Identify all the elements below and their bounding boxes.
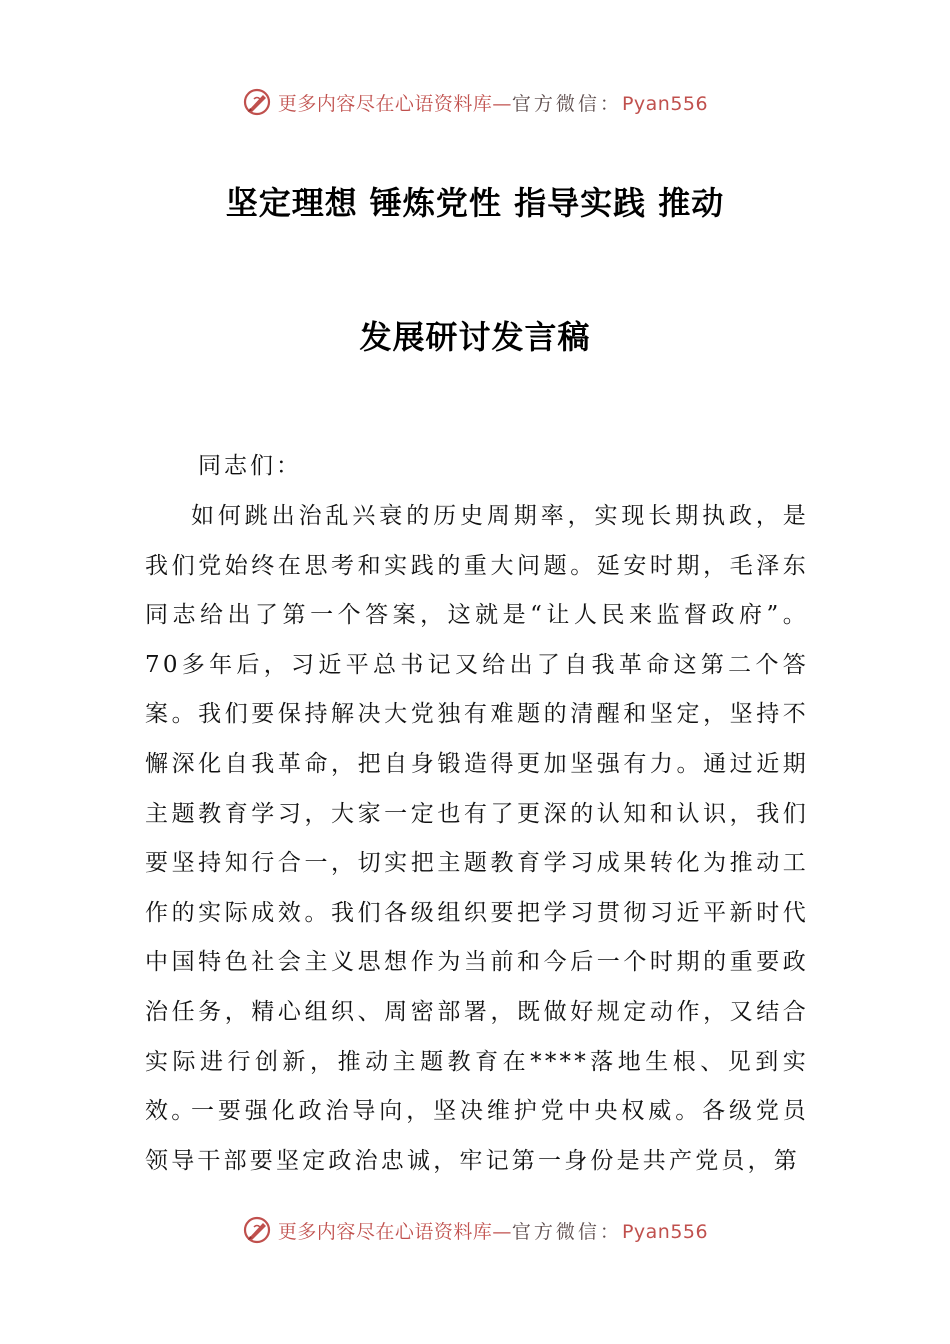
header-banner-dash: — xyxy=(492,92,512,115)
header-wechat-id: Pyan556 xyxy=(621,92,709,115)
greeting: 同志们： xyxy=(198,453,302,479)
body-paragraph-2 xyxy=(145,1087,809,1186)
pen-logo-icon xyxy=(242,1215,272,1245)
footer-banner-text xyxy=(278,1217,708,1244)
pen-logo-icon xyxy=(242,87,272,117)
footer-wechat-id: Pyan556 xyxy=(621,1220,709,1243)
document-title-line-2: 发展研讨发言稿 xyxy=(359,318,591,356)
header-banner-slogan: 更多内容尽在心语资料库 xyxy=(277,92,493,115)
header-banner-text xyxy=(278,89,708,116)
footer-banner-dash: — xyxy=(492,1220,512,1243)
document-title-line-1: 坚定理想 锤炼党性 指导实践 推动 xyxy=(225,184,725,222)
header-banner xyxy=(0,82,950,122)
footer-wechat-label: 官方微信： xyxy=(511,1220,622,1243)
paragraph-text: 一要强化政治导向，坚决维护党中央权威。各级党员领导干部要坚定政治忠诚，牢记第一身份是共产党员，第 xyxy=(145,1098,809,1174)
paragraph-text: 如何跳出治乱兴衰的历史周期率，实现长期执政，是我们党始终在思考和实践的重大问题。延安时期，毛泽东同志给出了第一个答案，这就是“让人民来监督政府”。70多年后，习近平总书记又给出了自我革命这第二个答案。我们要保持解决大党独有难题的清醒和坚定，坚持不懈深化自我革命，把自身锻造得更加坚强有力。通过近期主题教育学习，大家一定也有了更深的认知和认识，我们要坚持知行合一，切实把主题教育学习成果转化为推动工作的实际成效。我们各级组织要把学习贯彻习近平新时代中国特色社会主义思想作为当前和今后一个时期的重要政治任务，精心组织、周密部署，既做好规定动作，又结合实际进行创新，推动主题教育在****落地生根、见到实效。 xyxy=(145,503,809,1125)
footer-banner xyxy=(0,1210,950,1250)
header-wechat-label: 官方微信： xyxy=(511,92,622,115)
footer-banner-slogan: 更多内容尽在心语资料库 xyxy=(277,1220,493,1243)
body-paragraph-1 xyxy=(145,492,809,1137)
